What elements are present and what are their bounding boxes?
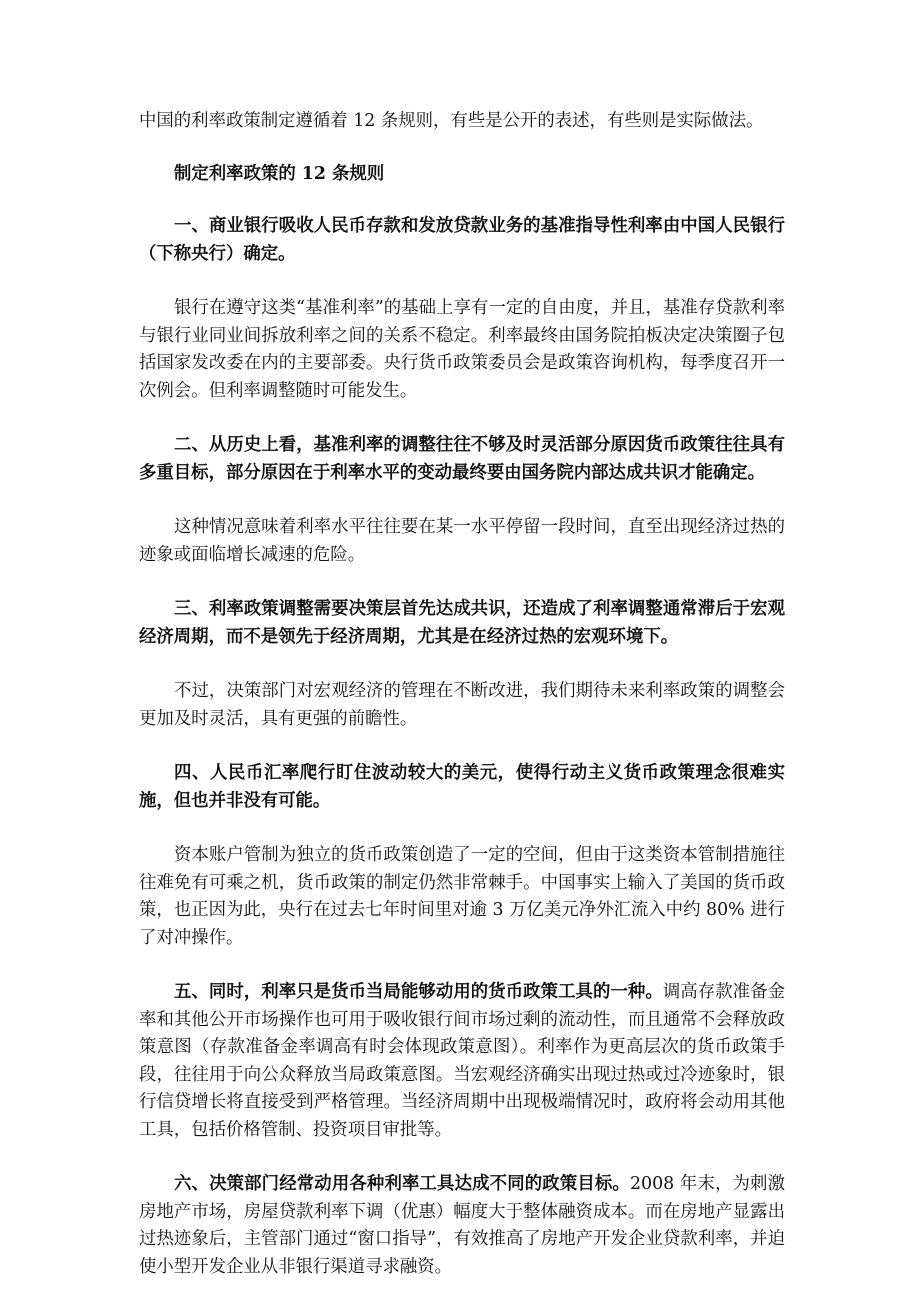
rule-6-paragraph <box>139 1171 785 1281</box>
section-title: 制定利率政策的 12 条规则 <box>174 163 385 184</box>
rule-4-heading <box>139 760 785 815</box>
rule-1-body-text: 银行在遵守这类“基准利率”的基础上享有一定的自由度，并且，基准存贷款利率与银行业同业间拆放利率之间的关系不稳定。利率最终由国务院拍板决定决策圈子包括国家发改委在内的主要部委。央行货币政策委员会是政策咨询机构，每季度召开一次例会。但利率调整随时可能发生。 <box>139 298 785 401</box>
rule-5-bold: 五、同时，利率只是货币当局能够动用的货币政策工具的一种。 <box>174 982 663 1002</box>
rule-6-bold: 六、决策部门经常动用各种利率工具达成不同的政策目标。 <box>174 1174 630 1194</box>
rule-2-heading <box>139 432 785 487</box>
rule-4-body <box>139 842 785 952</box>
document-body <box>139 108 785 1281</box>
rule-1-body <box>139 295 785 405</box>
rule-3-body <box>139 678 785 733</box>
rule-1-bold: 一、商业银行吸收人民币存款和发放贷款业务的基准指导性利率由中国人民银行（下称央行）确定。 <box>139 216 785 264</box>
rule-3-body-text: 不过，决策部门对宏观经济的管理在不断改进，我们期待未来利率政策的调整会更加及时灵活，具有更强的前瞻性。 <box>139 681 785 729</box>
rule-5-text: 调高存款准备金率和其他公开市场操作也可用于吸收银行间市场过剩的流动性，而且通常不会释放政策意图（存款准备金率调高有时会体现政策意图）。利率作为更高层次的货币政策手段，往往用于向公众释放当局政策意图。当宏观经济确实出现过热或过冷迹象时，银行信贷增长将直接受到严格管理。当经济周期中出现极端情况时，政府将会动用其他工具，包括价格管制、投资项目审批等。 <box>139 982 785 1140</box>
rule-2-body-text: 这种情况意味着利率水平往往要在某一水平停留一段时间，直至出现经济过热的迹象或面临增长减速的危险。 <box>139 517 785 565</box>
rule-5-paragraph <box>139 979 785 1144</box>
rule-6-text: 2008 年末，为刺激房地产市场，房屋贷款利率下调（优惠）幅度大于整体融资成本。而在房地产显露出过热迹象后，主管部门通过“窗口指导”，有效推高了房地产开发企业贷款利率，并迫使小型开发企业从非银行渠道寻求融资。 <box>139 1174 785 1277</box>
rule-4-bold: 四、人民币汇率爬行盯住波动较大的美元，使得行动主义货币政策理念很难实施，但也并非没有可能。 <box>139 763 785 811</box>
intro-paragraph: 中国的利率政策制定遵循着 12 条规则，有些是公开的表述，有些则是实际做法。 <box>139 111 764 131</box>
rule-4-body-text: 资本账户管制为独立的货币政策创造了一定的空间，但由于这类资本管制措施往往难免有可乘之机，货币政策的制定仍然非常棘手。中国事实上输入了美国的货币政策，也正因为此，央行在过去七年时间里对逾 3 万亿美元净外汇流入中约 80% 进行了对冲操作。 <box>139 845 785 948</box>
rule-3-heading <box>139 596 785 651</box>
rule-1-heading <box>139 213 785 268</box>
rule-2-body <box>139 514 785 569</box>
rule-3-bold: 三、利率政策调整需要决策层首先达成共识，还造成了利率调整通常滞后于宏观经济周期，而不是领先于经济周期，尤其是在经济过热的宏观环境下。 <box>139 599 785 647</box>
rule-2-bold: 二、从历史上看，基准利率的调整往往不够及时灵活部分原因货币政策往往具有多重目标，部分原因在于利率水平的变动最终要由国务院内部达成共识才能确定。 <box>139 435 785 483</box>
